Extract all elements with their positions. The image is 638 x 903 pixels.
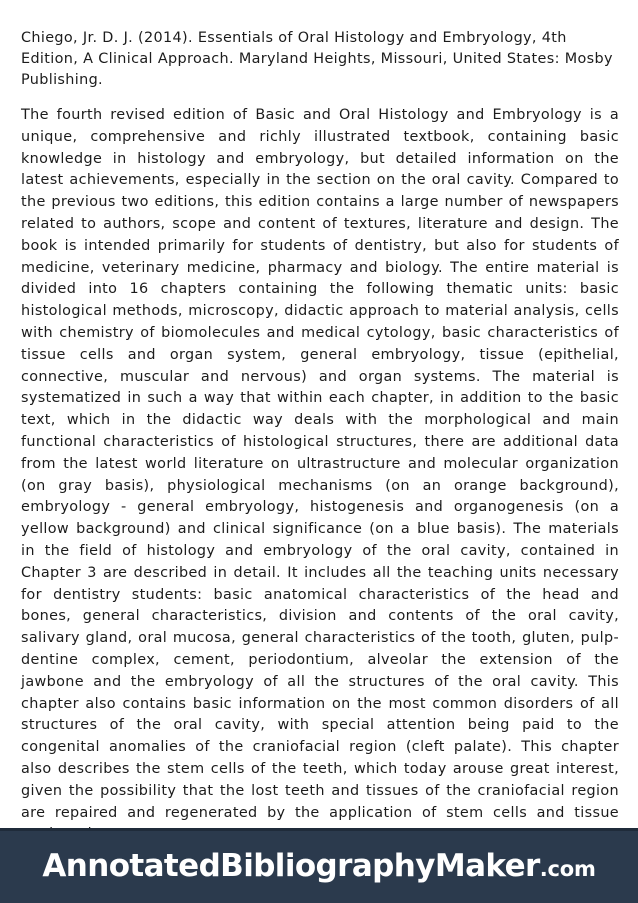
brand-name: AnnotatedBibliographyMaker bbox=[42, 847, 540, 884]
brand-logo[interactable] bbox=[0, 828, 638, 903]
annotation-paragraph: The fourth revised edition of Basic and Oral Histology and Embryology is a unique, comprehensive and richly illustrated textbook, containing basic knowledge in histology and embryology, but detailed information on the latest achievements, especially in the section on the oral cavity. Compared to the previous two editions, this edition contains a large number of newspapers related to authors, scope and content of textures, literature and design. The book is intended primarily for students of dentistry, but also for students of medicine, veterinary medicine, pharmacy and biology. The entire material is divided into 16 chapters containing the following thematic units: basic histological methods, microscopy, didactic approach to material analysis, cells with chemistry of biomolecules and medical cytology, basic characteristics of tissue cells and organ system, general embryology, tissue (epithelial, connective, muscular and nervous) and organ systems. The material is systematized in such a way that within each chapter, in addition to the basic text, which in the didactic way deals with the morphological and main functional characteristics of histological structures, there are additional data from the latest world literature on ultrastructure and molecular organization (on gray basis), physiological mechanisms (on an orange background), embryology - general embryology, histogenesis and organogenesis (on a yellow background) and clinical significance (on a blue basis). The materials in the field of histology and embryology of the oral cavity, contained in Chapter 3 are described in detail. It includes all the teaching units necessary for dentistry students: basic anatomical characteristics of the head and bones, general characteristics, division and contents of the oral cavity, salivary gland, oral mucosa, general characteristics of the tooth, gluten, pulp-dentine complex, cement, periodontium, alveolar the extension of the jawbone and the embryology of all the structures of the oral cavity. This chapter also contains basic information on the most common disorders of all structures of the oral cavity, with special attention being paid to the congenital anomalies of the craniofacial region (cleft palate). This chapter also describes the stem cells of the teeth, which today arouse great interest, given the possibility that the lost teeth and tissues of the craniofacial region are repaired and regenerated by the application of stem cells and tissue bbox=[21, 107, 619, 821]
citation-text: Chiego, Jr. D. J. (2014). Essentials of Oral Histology and Embryology, 4th Edition, A Clinical Approach. Maryland Heights, Missouri, United States: Mosby Publishing. bbox=[21, 30, 613, 89]
footer-banner bbox=[0, 828, 638, 903]
brand-domain: .com bbox=[539, 857, 596, 881]
